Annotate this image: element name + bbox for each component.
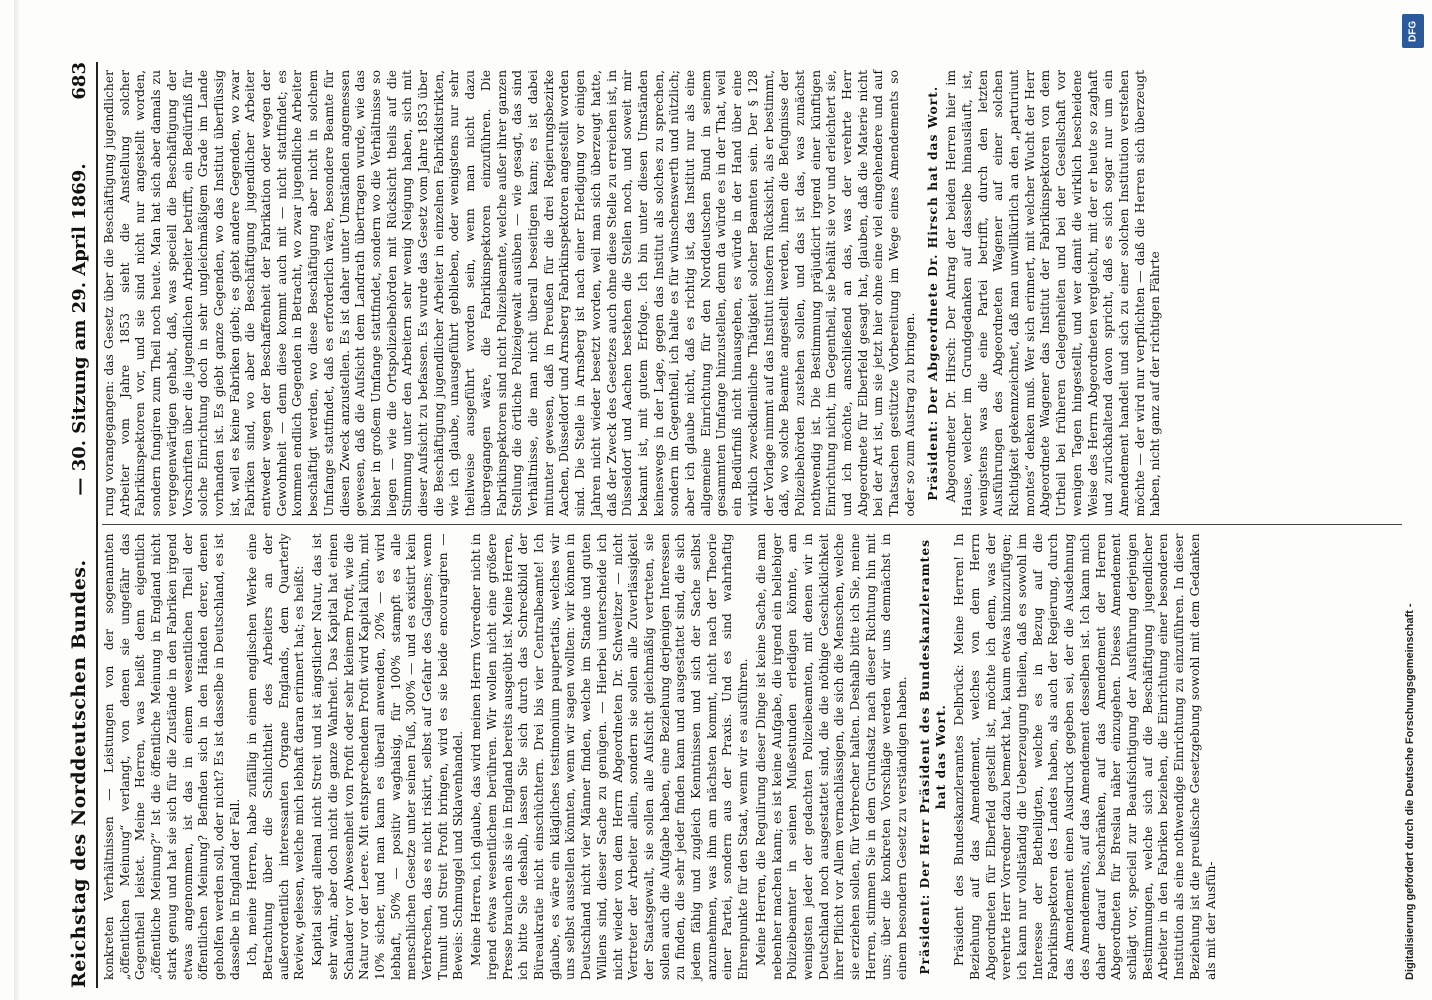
right-speech-paragraph: Abgeordneter Dr. Hirsch: Der Antrag der beiden Herren hier im Hause, welcher im Grundgedanken auf dasselbe hinausläuft, ist, wenigstens was die eine Partei betrifft, durch den letzten Ausführungen des Abgeordneten Wagener auf einer solchen Richtigkeit gekennzeichnet, daß man unwillkürlich an den „parturiunt montes“ denken muß. Wer sich erinnert, mit welcher Wucht der Herr Abgeordnete Wagener das Institut der Fabrikinspektoren von dem Urtheil bei früheren Gelegenheiten und bei der Gesellschaft vor wenigen Tagen hingestellt, und wer damit die wirklich bescheidene Weise des Herrn Abgeordneten vergleicht, mit der er heute so zaghaft und zurückhaltend davon spricht, daß es sich sogar nur um ein Amendement handelt und sich zu einer solchen Institution verstehen möchte — der wird nur verpflichten — daß die Herren sich überzeugt haben, nicht ganz auf der richtigen Fährte [944, 70, 1163, 517]
page-header [62, 62, 98, 988]
rotated-page-content [62, 62, 1412, 988]
dfg-logo: DFG [1402, 14, 1424, 48]
left-column [102, 525, 1402, 989]
left-paragraph: Meine Herren, ich glaube, das wird meinen Herrn Vorredner nicht in irgend etwas wesentlichem berühren. Wir wollen nicht eine größere Presse brauchen als sie in England bereits ausgeübt ist. Meine Herren, ich bitte Sie deshalb, lassen Sie sich durch das Schreckbild der Büreaukratie nicht einschüchtern. Drei bis vier Centralbeamte! Ich glaube, es wäre ein klägliches testimonium paupertatis, welches wir uns selbst ausstellen könnten, wenn wir sagen wollten: wir können in Deutschland nicht vier Männer finden, welche im Stande und guten Willens sind, dieser Sache zu genügen. — Hierbei unterscheide ich nicht wieder von dem Herrn Abgeordneten Dr. Schweitzer — nicht Vertreter der Arbeiter allein, sondern sie sollen alle Zuverlässigkeit der Staatsgewalt, sie sollen alle Aufsicht gleichmäßig vertreten, sie sollen auch die Aufgabe haben, eine Beziehung derjenigen Interessen zu finden, die sehr jeder finden kann und ausgestattet sind, die sich jedem fähig und zugleich Kenntnissen und sich der Sache selbst anzunehmen, was ihm am nächsten kommt, nicht nach der Theorie einer Partei, sondern aus der Praxis. Und es sind wahrhaftig Ehrenpunkte für den Staat, wenn wir es ausführen. [469, 533, 751, 980]
text-columns [102, 62, 1402, 988]
digitization-credit [1400, 20, 1420, 980]
header-session-title: — 30. Sitzung am 29. April 1869. [68, 163, 90, 496]
left-speech-paragraph: Präsident des Bundeskanzleramtes Delbrück: Meine Herren! In Beziehung auf das Amendement, welches von dem Herrn Abgeordneten für Elberfeld gestellt ist, möchte ich denn, was der verehrte Herr Vorredner dazu bemerkt hat, kaum etwas hinzuzufügen; ich kann nur vollständig die Ueberzeugung theilen, daß es sowohl im Interesse der Betheiligten, welche es in Bezug auf die Fabrikinspektoren des Landes haben, als auch der Regierung, durch das Amendement einen Ausdruck gegeben sei, der die Ausdehnung des Amendements, auf das Amendement desselben ist. Ich kann mich daher darauf beschränken, auf das Amendement der Herren Abgeordneten für Breslau näher einzugehen. Dieses Amendement schlägt vor, speciell zur Beaufsichtigung der Ausführung derjenigen Bestimmungen, welche sich auf die Beschäftigung jugendlicher Arbeiter in den Fabriken beziehen, die Einrichtung einer besonderen Institution als eine nothwendige Einrichtung zu einzuführen. In dieser Beziehung ist die preußische Gesetzgebung sowohl mit dem Gedanken als mit der Ausfüh- [952, 533, 1218, 980]
left-speaker-heading: Präsident: Der Herr Präsident des Bundeskanzleramtes hat das Wort. [916, 538, 948, 975]
left-paragraph: Kapital siegt allemal nicht Streit und ist ängstlicher Natur, das ist sehr wahr, aber doch nicht die ganze Wahrheit. Das Kapital hat einen Schauder vor Abwesenheit von Profit oder sehr kleinem Profit, wie die Natur vor der Leere. Mit entsprechendem Profit wird Kapital kühn, mit 10% sicher, und man kann es überall anwenden, 20% — es wird lebhaft, 50% — positiv waghalsig, für 100% stampft es alle menschlichen Gesetze unter seinen Fuß, 300% — und es existirt kein Verbrechen, das es nicht riskirt, selbst auf Gefahr des Galgens; wenn Tumult und Streit Profit bringen, wird es sie beide encouragiren — Beweis: Schmuggel und Sklavenhandel. [310, 533, 466, 980]
right-column [102, 62, 1402, 525]
scan-edge-shadow [14, 0, 20, 1000]
left-paragraph: konkreten Verhältnissen — Leistungen von der sogenannten „öffentlichen Meinung“ verlangt, von denen sie ungefähr das Gegentheil leistet. Meine Herren, was heißt denn eigentlich „öffentliche Meinung?“ Ist die öffentliche Meinung in England nicht stark genug und hat sie sich für die Zustände in den Fabriken irgend etwas angenommen, ist das in einem wesentlichen Theil der öffentlichen Meinung? Befinden sich in den Händen derer, denen geholfen werden soll, oder nicht? Es ist dasselbe in Deutschland, es ist dasselbe in England der Fall. [102, 533, 242, 980]
credit-text: Digitalisierung gefördert durch die Deutsche Forschungsgemeinschaft - [1404, 603, 1416, 980]
left-paragraph: Ich, meine Herren, habe zufällig in einem englischen Werke eine Betrachtung über die Schlichtheit des Arbeiters an der außerordentlich interessanten Organe Englands, dem Quarterly Review, gelesen, welche mich lebhaft daran erinnert hat; es heißt: [245, 533, 307, 980]
header-left-title: Reichstag des Norddeutschen Bundes. [68, 559, 90, 988]
left-paragraph: Meine Herren, die Regulirung dieser Dinge ist keine Sache, die man nebenher machen kann; es ist keine Aufgabe, die irgend ein beliebiger Polizeibeamter in seinen Mußestunden erledigen könnte, am wenigsten jeder der gedachten Polizeibeamten, mit denen wir in Deutschland noch ausgestattet sind, die die nöthige Geschicklichkeit ihrer Pflicht vor Allem vernachlässigen, die sich die Menschen, welche sie erziehen sollen, für Verbrecher halten. Deshalb bitte ich Sie, meine Herren, stimmen Sie in dem Grundsatz nach dieser Richtung hin mit uns; über die konkreten Vorschläge werden wir uns demnächst in einem besondern Gesetz zu verständigen haben. [753, 533, 910, 980]
right-paragraph: rung vorangegangen: das Gesetz über die Beschäftigung jugendlicher Arbeiter vom Jahre 1853 sieht die Anstellung solcher Fabrikinspektoren vor, und sie sind nicht nur angestellt worden, sondern fungiren zum Theil noch heute. Man hat sich aber damals zu vergegenwärtigen gehabt, daß, was speciell die Beschäftigung der Vorschriften über die jugendlichen Arbeiter betrifft, ein Bedürfniß für solche Einrichtung doch in sehr ungleichmäßigem Grade im Lande vorhanden ist. Es giebt ganze Gegenden, wo das Institut überflüssig ist, weil es keine Fabriken giebt; es giebt andere Gegenden, wo zwar Fabriken sind, wo aber die Beschäftigung jugendlicher Arbeiter entweder wegen der Beschaffenheit der Fabrikation oder wegen der Gewohnheit — denn diese kommt auch mit — nicht stattfindet; es kommen endlich Gegenden in Betracht, wo zwar jugendliche Arbeiter beschäftigt werden, wo diese Beschäftigung aber nicht in solchem Umfange stattfindet, daß es erforderlich wäre, besondere Beamte für diesen Zweck anzustellen. Es ist daher unter Umständen angemessen gewesen, daß die Aufsicht dem Landrath übertragen wurde, wie das bisher in großem Umfange stattfindet, sondern wo die Verhältnisse so liegen — wie die Ortspolizeibehörden mit Rücksicht theils auf die Stimmung unter den Arbeitern sehr wenig Neigung haben, sich mit dieser Aufsicht zu befassen. Es wurde das Gesetz vom Jahre 1853 über die Beschäftigung jugendlicher Arbeiter in einzelnen Fabrikdistrikten, wie ich glaube, unausgeführt geblieben, oder wenigstens nur sehr theilweise ausgeführt worden sein, wenn man nicht dazu übergegangen wäre, die Fabrikinspektoren einzuführen. Die Fabrikinspektoren sind nicht Polizeibeamte, welche außer ihrer ganzen Stellung die örtliche Polizeigewalt ausüben — wie gesagt, das sind Verhältnisse, die man nicht überall beseitigen kann; es ist dabei mitunter gewesen, daß in Preußen für die drei Regierungsbezirke Aachen, Düsseldorf und Arnsberg Fabrikinspektoren angestellt worden sind. Die Stelle in Arnsberg ist nach einer Erledigung vor einigen Jahren nicht wieder besetzt worden, weil man sich überzeugt hatte, daß der Zweck des Gesetzes auch ohne diese Stelle zu erreichen ist, in Düsseldorf und Aachen bestehen die Stellen noch, und soweit mir bekannt ist, mit gutem Erfolge. Ich bin unter diesen Umständen keineswegs in der Lage, gegen das Institut als solches zu sprechen, sondern im Gegentheil, ich halte es für wünschenswerth und nützlich; aber ich glaube nicht, daß es richtig ist, das Institut nur als eine allgemeine Einrichtung für den Norddeutschen Bund in seinem gesammten Umfange hinzustellen, denn da würde es in der That, weil ein Bedürfniß nicht hinausgehen, es würde in der Hand über eine wirklich zweckdienliche Thätigkeit solcher Beamten sein. Der § 128 der Vorlage nimmt auf das Institut insofern Rücksicht, als er bestimmt, daß, wo solche Beamte angestellt werden, ihnen die Befugnisse der Polizeibehörden zustehen sollen, und das ist das, was zunächst nothwendig ist. Die Bestimmung präjudicirt irgend einer künftigen Einrichtung nicht, im Gegentheil, sie behält sie vor und erleichtert sie, und ich möchte, anschließend an das, was der verehrte Herr Abgeordnete für Elberfeld gesagt hat, glauben, daß die Materie nicht bei der Art ist, um sie jetzt hier ohne eine viel eingehendere und auf Thatsachen gestützte Vorbereitung im Wege eines Amendements so oder so zum Austrag zu bringen. [102, 70, 917, 517]
page-number: 683 [68, 62, 90, 100]
right-speaker-heading: Präsident: Der Abgeordnete Dr. Hirsch hat das Wort. [924, 85, 940, 501]
